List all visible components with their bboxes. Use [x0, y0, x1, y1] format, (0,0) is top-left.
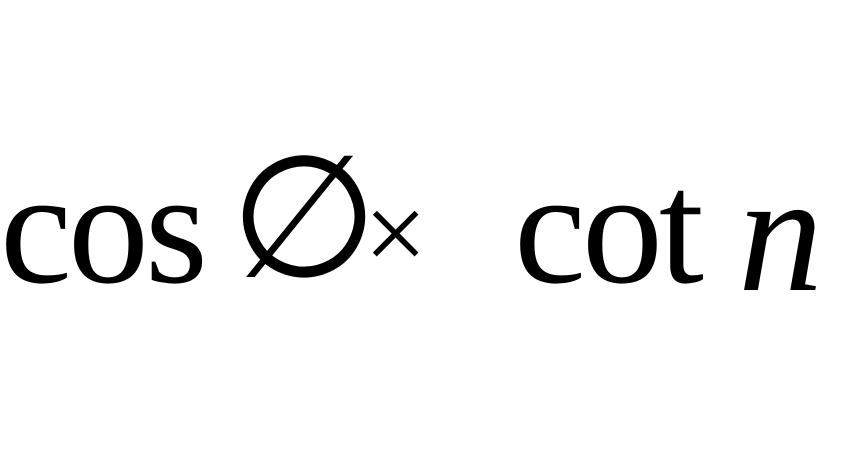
- multiplication-operator: ×: [364, 172, 428, 296]
- variable-n: n: [738, 139, 823, 327]
- cotangent-function: cot: [514, 139, 700, 318]
- empty-set-symbol: ∅: [230, 125, 379, 313]
- cosine-function: cos: [0, 139, 204, 318]
